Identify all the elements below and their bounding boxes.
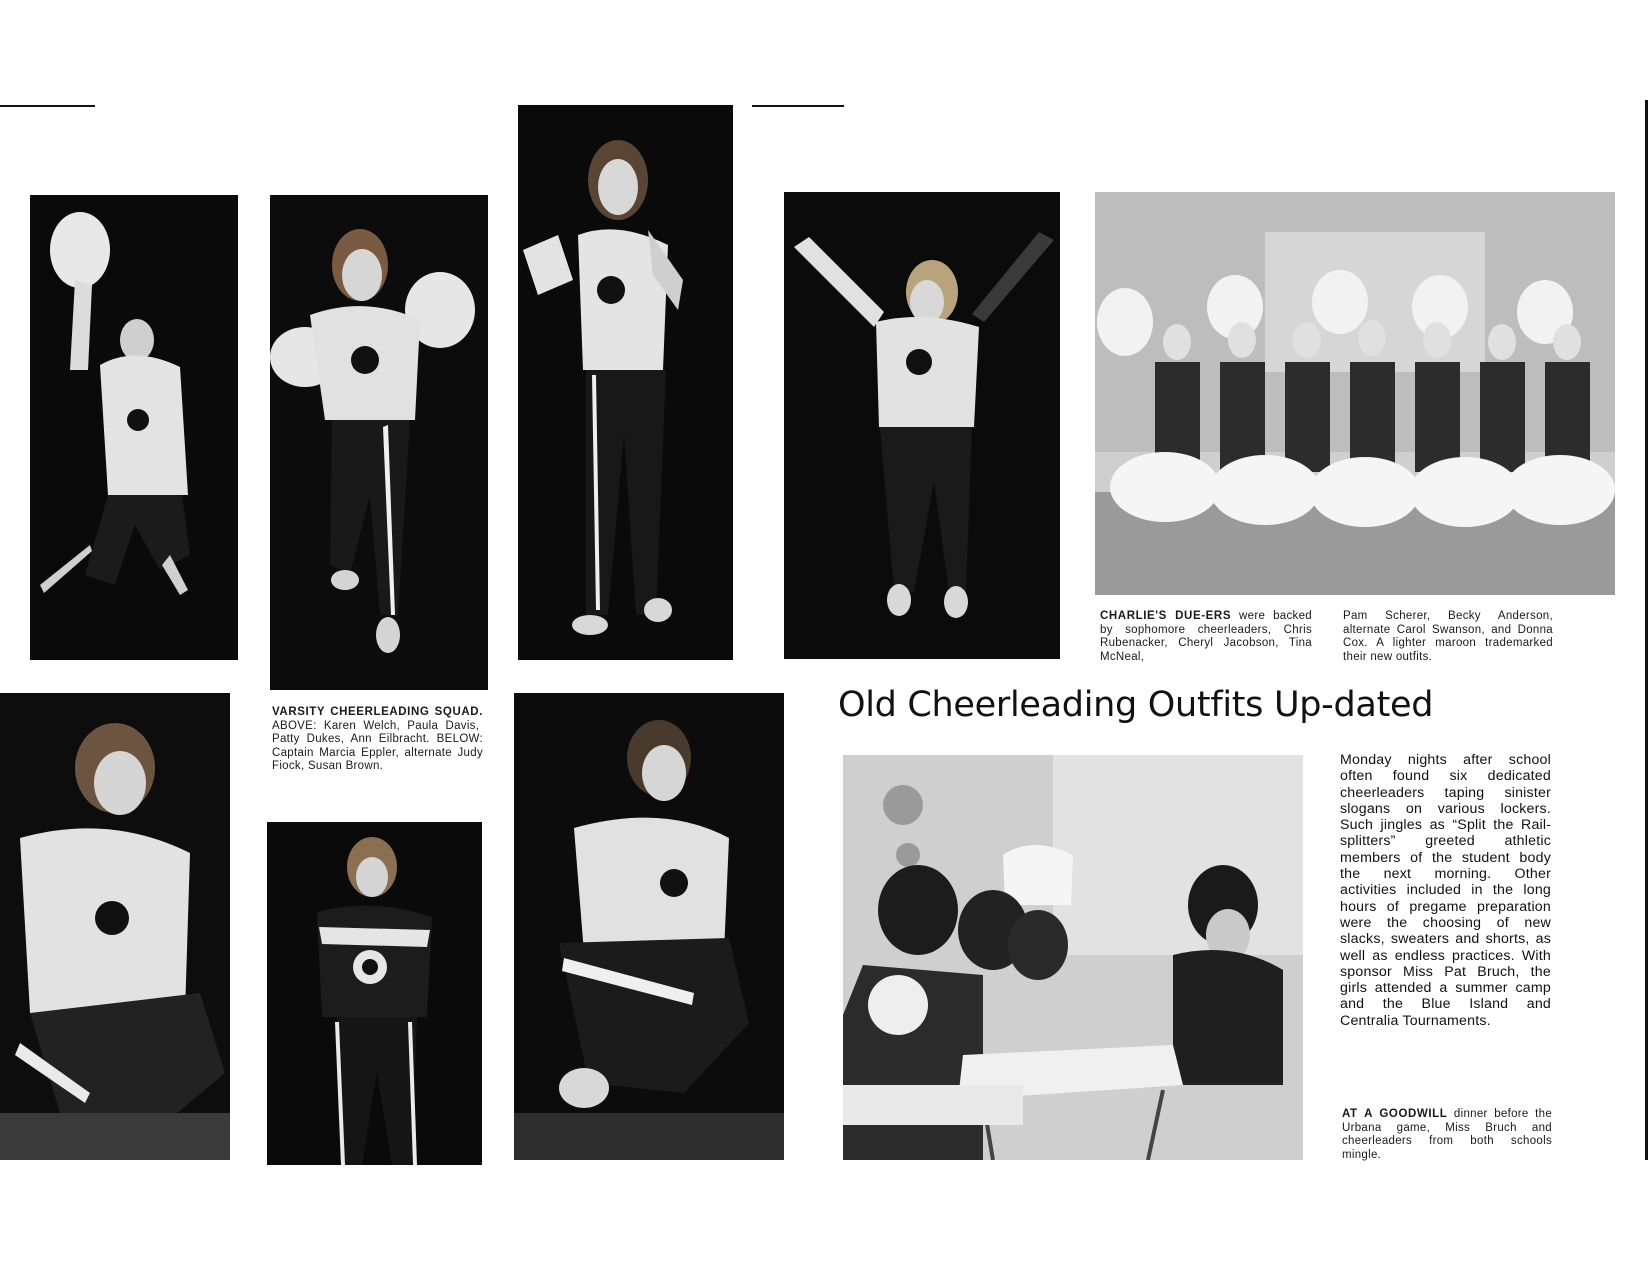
page-headline: Old Cheerleading Outfits Up-dated (838, 685, 1434, 725)
photo-cheerleader-pompoms-smile (270, 195, 488, 690)
caption-varsity-lead: VARSITY CHEERLEADING SQUAD. (272, 706, 483, 718)
caption-dueers-right (1343, 610, 1553, 664)
caption-goodwill-lead: AT A GOODWILL (1342, 1108, 1448, 1120)
page-top-edge-center (752, 105, 844, 107)
article-body: Monday nights after school often found six dedicated cheerleaders taping sinister slogans on various lockers. Such jingles as “Split the Railsplitters” greeted athletic members of the student body the next morning. Other activities included in the long hours of pregame preparation were the choosing of new slacks, sweaters and shorts, as well as endless practices. With sponsor Miss Pat Bruch, the girls attended a summer camp and the Blue Island and Centralia Tournaments. (1340, 752, 1551, 1029)
caption-goodwill-text: dinner before the Urbana game, Miss Bruch and cheerleaders from both schools mingle. (1342, 1108, 1553, 1161)
page-top-edge-left (0, 105, 95, 107)
page-right-edge (1645, 100, 1648, 1160)
caption-dueers-left (1100, 610, 1312, 664)
photo-goodwill-dinner (843, 755, 1303, 1160)
caption-dueers-lead: CHARLIE'S DUE-ERS (1100, 610, 1232, 622)
photo-cheerleader-crouching (0, 693, 230, 1160)
photo-sophomore-squad-group (1095, 192, 1615, 595)
photo-cheerleader-squatting (514, 693, 784, 1160)
caption-varsity-text: ABOVE: Karen Welch, Paula Davis, Patty Dukes, Ann Eilbracht. BELOW: Captain Marcia Eppler, alternate Judy Fiock, Susan Brown. (272, 719, 483, 772)
photo-cheerleader-dark-sweater (267, 822, 482, 1165)
photo-cheerleader-clapping (518, 105, 733, 660)
caption-varsity (272, 706, 483, 774)
caption-goodwill (1342, 1108, 1552, 1162)
photo-cheerleader-arms-raised (784, 192, 1060, 659)
caption-dueers-text-right: Pam Scherer, Becky Anderson, alternate Carol Swanson, and Donna Cox. A lighter maroon trademarked their new outfits. (1343, 610, 1553, 663)
caption-dueers-text-left: were backed by sophomore cheerleaders, Chris Rubenacker, Cheryl Jacobson, Tina McNeal, (1100, 610, 1312, 663)
photo-cheerleader-pompom-kneel (30, 195, 238, 660)
